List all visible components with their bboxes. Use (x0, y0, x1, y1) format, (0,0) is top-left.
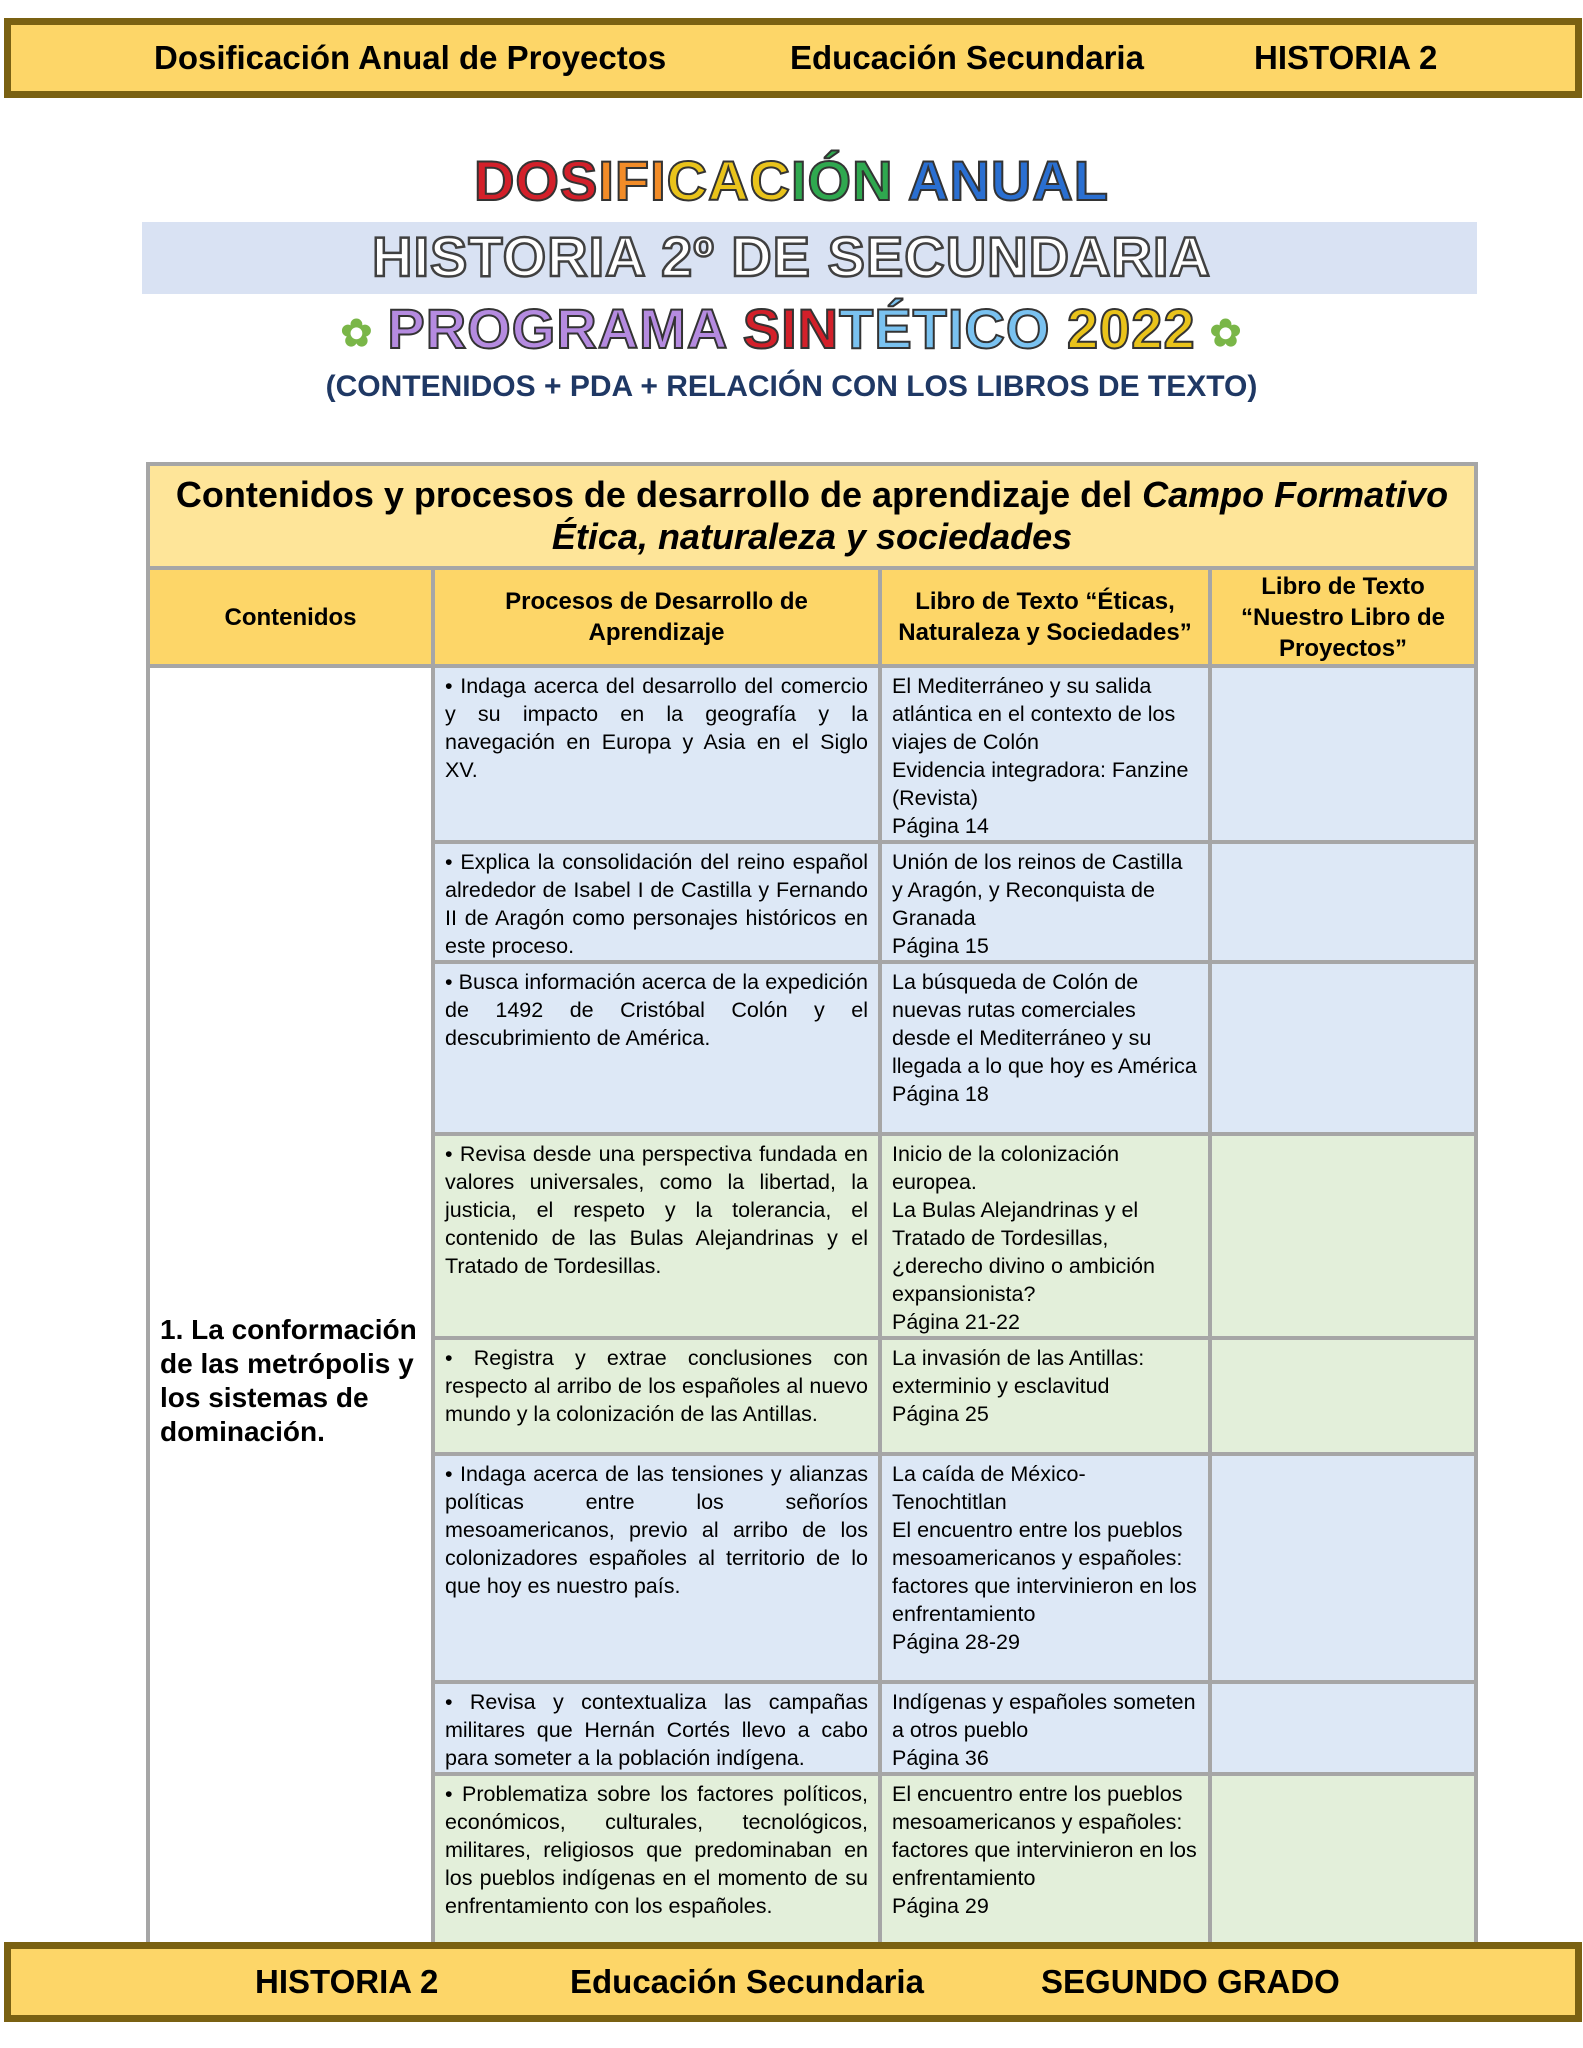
header-contenidos: Contenidos (150, 570, 431, 664)
title-programa: ✿ PROGRAMA SINTÉTICO 2022 ✿ (340, 297, 1243, 360)
top-banner (4, 18, 1582, 98)
sprout-icon: ✿ (1209, 312, 1243, 355)
libro-cell: La búsqueda de Colón de nuevas rutas comerciales desde el Mediterráneo y su llegada a lo que hoy es América Página 18 (882, 964, 1208, 1132)
footer-right: SEGUNDO GRADO (1041, 1963, 1340, 2000)
header-pda: Procesos de Desarrollo de Aprendizaje (435, 570, 878, 664)
sprout-icon: ✿ (340, 312, 374, 355)
proyectos-cell (1212, 1776, 1474, 1944)
header-libro-eticas: Libro de Texto “Éticas, Naturaleza y Sociedades” (882, 570, 1208, 664)
footer-left: HISTORIA 2 (255, 1963, 439, 2000)
pda-cell: • Revisa y contextualiza las campañas militares que Hernán Cortés llevo a cabo para someter a la población indígena. (435, 1684, 878, 1772)
libro-cell: Unión de los reinos de Castilla y Aragón, y Reconquista de Granada Página 15 (882, 844, 1208, 960)
proyectos-cell (1212, 1684, 1474, 1772)
title-dosificacion: DOSIFICACIÓN ANUAL (473, 149, 1110, 212)
proyectos-cell (1212, 1340, 1474, 1452)
pda-cell: • Explica la consolidación del reino español alrededor de Isabel I de Castilla y Fernando II de Aragón como personajes históricos en este proceso. (435, 844, 878, 960)
pda-cell: • Revisa desde una perspectiva fundada en valores universales, como la libertad, la justicia, el respeto y la tolerancia, el contenido de las Bulas Alejandrinas y el Tratado de Tordesillas. (435, 1136, 878, 1336)
title-historia: HISTORIA 2º DE SECUNDARIA (372, 225, 1211, 288)
subtitle: (CONTENIDOS + PDA + RELACIÓN CON LOS LIBROS DE TEXTO) (325, 370, 1258, 403)
bottom-banner (4, 1942, 1582, 2022)
pda-cell: • Problematiza sobre los factores políticos, económicos, culturales, tecnológicos, militares, religiosos que predominaban en los pueblos indígenas en el momento de su enfrentamiento con los españoles. (435, 1776, 878, 1944)
header-left: Dosificación Anual de Proyectos (154, 39, 667, 76)
pda-cell: • Indaga acerca del desarrollo del comercio y su impacto en la geografía y la navegación en Europa y Asia en el Siglo XV. (435, 668, 878, 840)
libro-cell: Inicio de la colonización europea. La Bulas Alejandrinas y el Tratado de Tordesillas, ¿derecho divino o ambición expansionista? Página 21-22 (882, 1136, 1208, 1336)
proyectos-cell (1212, 668, 1474, 840)
libro-cell: Indígenas y españoles someten a otros pueblo Página 36 (882, 1684, 1208, 1772)
pda-cell: • Registra y extrae conclusiones con respecto al arribo de los españoles al nuevo mundo y la colonización de las Antillas. (435, 1340, 878, 1452)
header-libro-proyectos: Libro de Texto “Nuestro Libro de Proyectos” (1212, 570, 1474, 664)
pda-cell: • Indaga acerca de las tensiones y alianzas políticas entre los señoríos mesoamericanos, previo al arribo de los colonizadores españoles al territorio de lo que hoy es nuestro país. (435, 1456, 878, 1680)
table-caption: Contenidos y procesos de desarrollo de aprendizaje del Campo Formativo Ética, naturaleza y sociedades (150, 466, 1474, 566)
libro-cell: El Mediterráneo y su salida atlántica en el contexto de los viajes de Colón Evidencia integradora: Fanzine (Revista) Página 14 (882, 668, 1208, 840)
proyectos-cell (1212, 1136, 1474, 1336)
libro-cell: La invasión de las Antillas: exterminio y esclavitud Página 25 (882, 1340, 1208, 1452)
proyectos-cell (1212, 1456, 1474, 1680)
header-center: Educación Secundaria (790, 39, 1144, 76)
proyectos-cell (1212, 964, 1474, 1132)
libro-cell: La caída de México-Tenochtitlan El encuentro entre los pueblos mesoamericanos y españoles: factores que intervinieron en los enfrentamiento Página 28-29 (882, 1456, 1208, 1680)
libro-cell: El encuentro entre los pueblos mesoamericanos y españoles: factores que intervinieron en los enfrentamiento Página 29 (882, 1776, 1208, 1944)
contenido-cell: 1. La conformación de las metrópolis y los sistemas de dominación. (150, 668, 431, 1944)
footer-center: Educación Secundaria (570, 1963, 924, 2000)
contents-table (146, 462, 1478, 1948)
pda-cell: • Busca información acerca de la expedición de 1492 de Cristóbal Colón y el descubrimiento de América. (435, 964, 878, 1132)
header-right: HISTORIA 2 (1254, 39, 1438, 76)
proyectos-cell (1212, 844, 1474, 960)
